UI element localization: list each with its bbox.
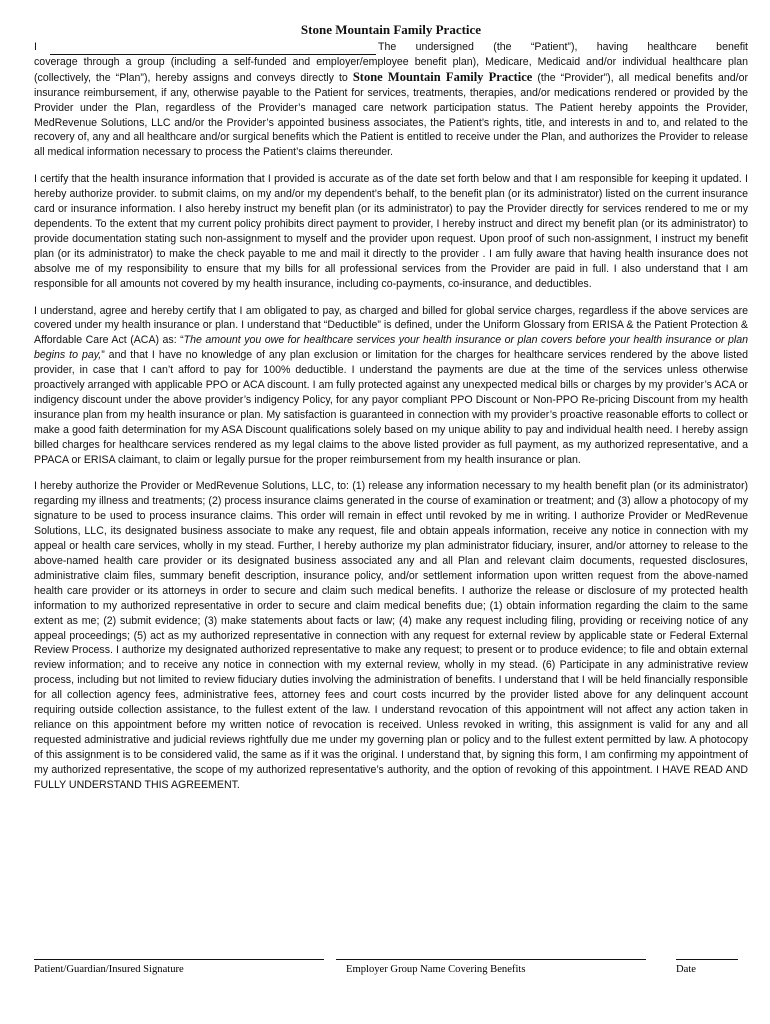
assignment-text-a: coverage through a group (including a self-funded and employer/employee benefit plan), Medicare, Medicaid and/or individual healthcare plan (collectively, the “Plan”), hereby assigns and conveys directly to	[34, 55, 748, 84]
obligation-text-a: I understand, agree and hereby certify that I am obligated to pay, as charged and billed for global service charges, regardless if the above services are covered under my health insurance or plan. I understand that “Deductible” is defined, under the Uniform Glossary from ERISA & the Patient Protection & Affordable Care Act (ACA) as: “	[34, 304, 748, 347]
i-label: I	[34, 41, 37, 53]
date-line[interactable]	[676, 958, 738, 960]
deductible-definition-quote: The amount you owe for healthcare services your health insurance or plan covers before your health insurance or plan begins to pay,	[34, 334, 749, 362]
first-line-text: The undersigned (the “Patient”), having healthcare benefit	[378, 41, 748, 53]
patient-signature-label: Patient/Guardian/Insured Signature	[34, 964, 184, 975]
assignment-text-b: (the “Provider”), all medical benefits and/or insurance reimbursement, if any, otherwise payable to the Patient for services, treatments, therapies, and/or medications rendered or provided by the Provider under the Plan, regardless of the Provider’s managed care network participation status. The Patient hereby appoints the Provider, MedRevenue Solutions, LLC and/or the Provider’s appointed business associates, the Patient’s rights, title, and interests in and to, and related to the recovery of, any and all healthcare and/or surgical benefits which the Patient is entitled to receive under the Plan, and authorizes the Provider to release all medical information necessary to process the Patient’s claims thereunder.	[34, 71, 748, 159]
authorization-paragraph: I hereby authorize the Provider or MedRevenue Solutions, LLC, to: (1) release any information necessary to my health benefit plan (or its administrator) regarding my illness and treatments; (2) process insurance claims generated in the course of examination or treatment; and (3) allow a photocopy of my signature to be used to process insurance claims. This order will remain in effect until revoked by me in writing. I authorize Provider or MedRevenue Solutions, LLC, its designated business associate to make any request, file and obtain appeals information, receive any notice in connection with my appeal or health care services, wholly in my stead. Further, I hereby authorize my plan administrator fiduciary, insurer, and/or attorney to release to the above-named health care provider or its designated business associated any and all Plan and relevant claim documents, requested disclosures, administrative claim files, summary benefit description, insurance policy, and/or settlement information upon written request from the above-named health care provider or its attorneys in order to secure and claim such medical benefits. I authorize the release or disclosure of my protected health information to my authorized representative in order to secure and claim medical benefits due; (1) obtain information regarding the claim to the same extent as me; (2) submit evidence; (3) make statements about facts or law; (4) make any request including filing, providing or receiving notice of any appeal proceedings; (5) act as my authorized representative in connection with any request for external review by applicable state or Federal External Review Process. I authorize my designated authorized representative to make any request; to present or to produce evidence; to file and obtain external review information; and to receive any notice in connection with my external review, wholly in my stead. (6) Participate in any administrative review process, including but not limited to review fiduciary duties involving the administration of benefits. I understand that I will be held financially responsible for all collection agency fees, administrative fees, attorney fees and court costs incurred by the provider listed above for any delinquent account requiring outside collection assistance, to the fullest extent of the law. I understand revocation of this appointment will not affect any action taken in reliance on this appointment before my written notice of revocation is received. Unless revoked in writing, this assignment is valid for any and all requested administrative and judicial reviews rightfully due me under my governing plan or policy and to the fullest extent permitted by law. A photocopy of this assignment is to be considered valid, the same as if it was the original. I understand that, by signing this form, I am confirming my appointment of my authorized representative, the scope of my authorized representative’s authority, and the option of revoking of this appointment. I HAVE READ AND FULLY UNDERSTAND THIS AGREEMENT.	[34, 480, 748, 791]
obligation-paragraph	[34, 304, 748, 468]
obligation-text-b: ” and that I have no knowledge of any plan exclusion or limitation for the charges for healthcare services rendered by the above listed provider, in case that I can’t afford to pay for 100% deductible. I understand the payments are due at the time of the services unless otherwise proactively arranged with applicable PPO or ACA discount. I am fully protected against any unexpected medical bills or charges by my provider’s ACA or indigency discount under the above provider’s indigency Policy, for any payor compliant PPO Discount or Non-PPO Re-pricing Discount from my health insurance plan from my health insurance or plan. My satisfaction is guaranteed in connection with my provider’s proactive reasonable efforts to collect or make a good faith determination for my ASA Discount qualifications solely based on my unique ability to pay and individual health need. I hereby assign billed charges for healthcare services rendered as my legal claims to the above listed provider as full payment, as my authorized representative, and a PPACA or ERISA claimant, to claim or legally pursue for the proper reimbursement from my health insurance or plan.	[34, 349, 748, 466]
certification-paragraph: I certify that the health insurance information that I provided is accurate as of the date set forth below and that I am responsible for keeping it updated. I hereby authorize provider. to submit claims, on my and/or my dependent’s behalf, to the benefit plan (or its administrator) listed on the current insurance card or insurance information. I also hereby instruct my benefit plan (or its administrator) to pay the Provider directly for services rendered to me or my dependents. To the extent that my current policy prohibits direct payment to provider, I hereby instruct and direct my benefit plan (or its administrator) to provide documentation stating such non-assignment to myself and the provider upon request. Upon proof of such non-assignment, I instruct my benefit plan (or its administrator) to make the check payable to me and mail it directly to the provider . I am fully aware that having health insurance does not absolve me of my responsibility to ensure that my bills for all professional services from the Provider are paid in full. I also understand that I am responsible for all amounts not covered by my health insurance, including co-payments, co-insurance, and deductibles.	[34, 173, 748, 290]
patient-signature-line[interactable]	[34, 958, 324, 960]
signature-row	[34, 958, 738, 988]
practice-name-inline: Stone Mountain Family Practice	[352, 69, 533, 84]
employer-group-label: Employer Group Name Covering Benefits	[346, 964, 526, 975]
assignment-paragraph	[34, 40, 748, 160]
patient-name-line	[34, 40, 748, 55]
assignment-text	[34, 55, 748, 160]
employer-group-line[interactable]	[336, 958, 646, 960]
document-title: Stone Mountain Family Practice	[300, 22, 482, 37]
patient-name-field[interactable]	[50, 42, 376, 55]
date-label: Date	[676, 964, 696, 975]
